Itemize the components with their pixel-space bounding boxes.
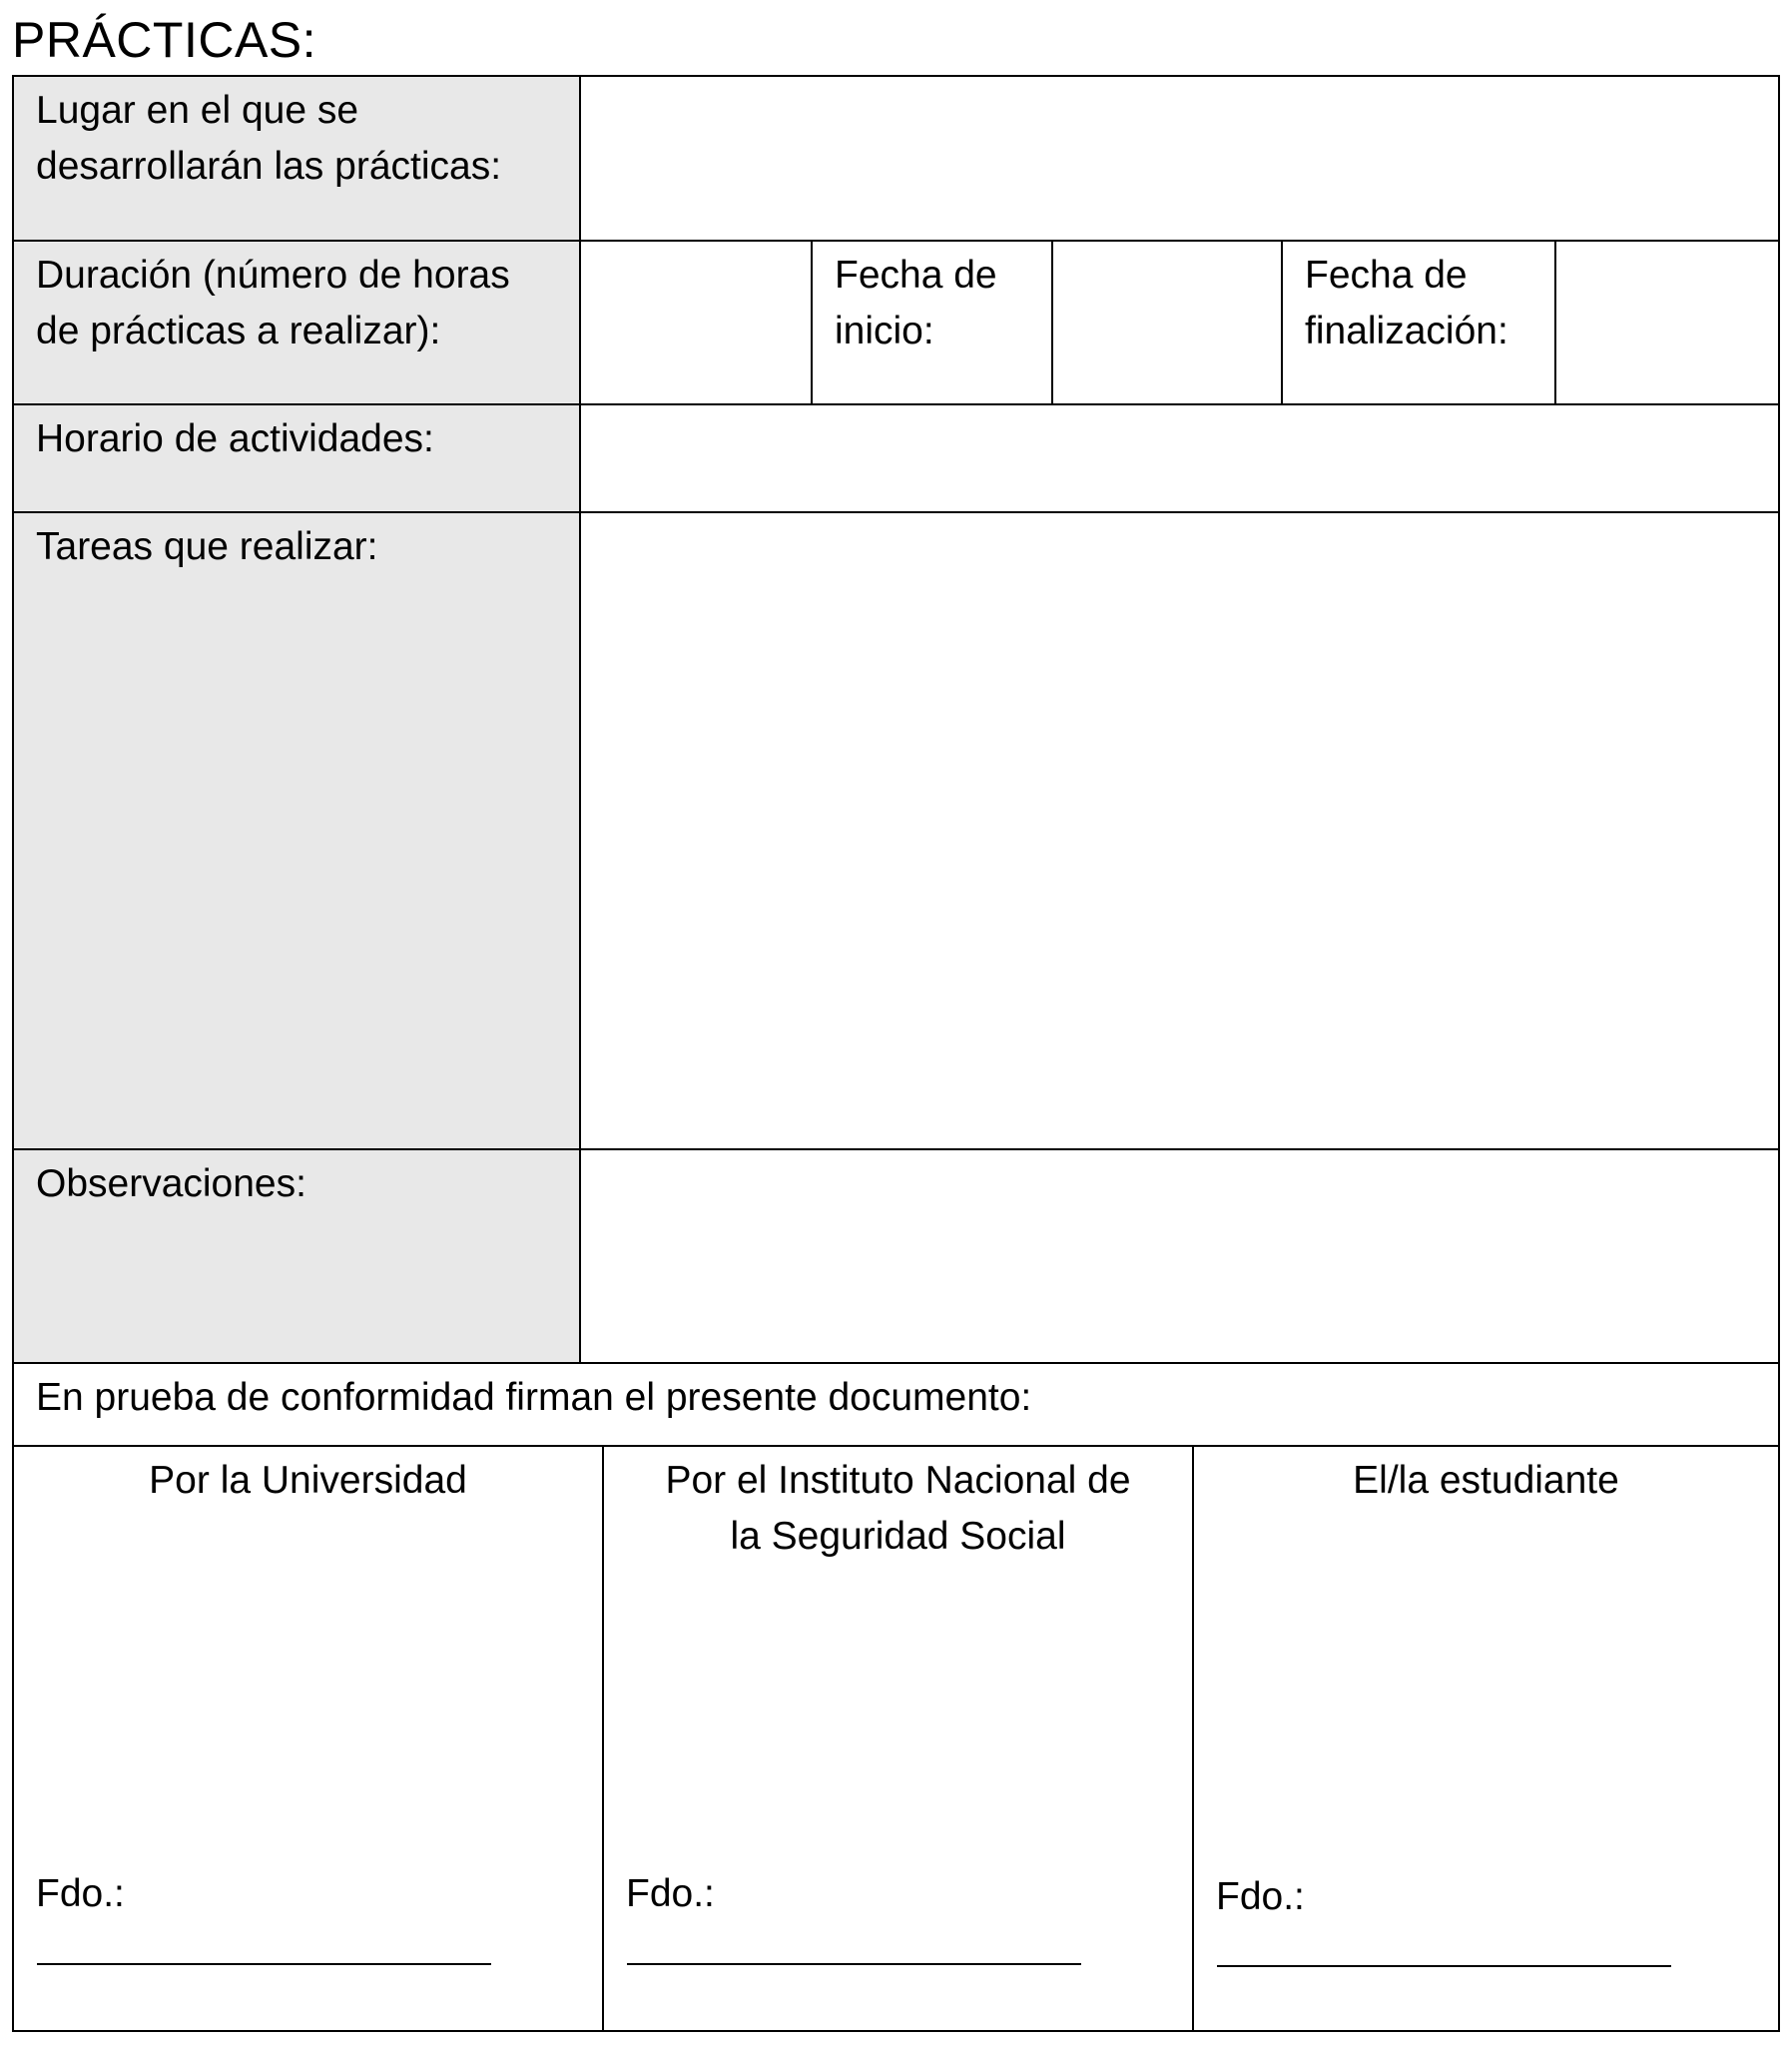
label-duracion: [14, 242, 579, 403]
field-observaciones[interactable]: [581, 1150, 1778, 1362]
signature-block-universidad: [14, 1447, 602, 2030]
divider: [14, 1362, 1778, 1364]
field-fecha-fin[interactable]: [1556, 242, 1778, 403]
divider: [14, 1148, 1778, 1150]
signature-block-inss: [604, 1447, 1192, 2030]
label-fecha-fin: [1283, 242, 1554, 403]
practicas-form: [12, 75, 1780, 2032]
field-horario[interactable]: [581, 405, 1778, 511]
divider: [14, 240, 1778, 242]
signature-line-estudiante[interactable]: [1217, 1965, 1671, 1967]
fdo-label-estudiante: Fdo.:: [1216, 1875, 1305, 1918]
label-fecha-fin-text: Fecha de finalización:: [1305, 254, 1508, 352]
field-tareas[interactable]: [581, 513, 1778, 1148]
divider: [14, 403, 1778, 405]
divider: [14, 1445, 1778, 1447]
fdo-label-universidad: Fdo.:: [36, 1872, 125, 1915]
field-lugar[interactable]: [581, 77, 1778, 240]
divider: [1051, 240, 1053, 403]
signature-party-estudiante: El/la estudiante: [1353, 1459, 1619, 1502]
label-tareas: [14, 513, 579, 1148]
label-observaciones: [14, 1150, 579, 1362]
divider: [1192, 1445, 1194, 2030]
label-fecha-inicio: [813, 242, 1051, 403]
label-observaciones-text: Observaciones:: [36, 1162, 306, 1205]
label-duracion-text: Duración (número de horas de prácticas a realizar):: [36, 254, 510, 352]
signature-party-universidad: Por la Universidad: [149, 1459, 467, 1502]
label-horario-text: Horario de actividades:: [36, 417, 434, 460]
page-title: PRÁCTICAS:: [12, 12, 317, 68]
conformidad-text: En prueba de conformidad firman el presente documento:: [36, 1376, 1032, 1419]
signature-block-estudiante: [1194, 1447, 1778, 2030]
divider: [14, 511, 1778, 513]
signature-line-inss[interactable]: [627, 1963, 1081, 1965]
label-tareas-text: Tareas que realizar:: [36, 525, 378, 568]
divider: [1554, 240, 1556, 403]
divider: [811, 240, 813, 403]
divider: [579, 77, 581, 1362]
label-fecha-inicio-text: Fecha de inicio:: [835, 254, 997, 352]
label-lugar: [14, 77, 579, 240]
label-lugar-text: Lugar en el que se desarrollarán las prácticas:: [36, 89, 502, 188]
field-duracion[interactable]: [581, 242, 811, 403]
divider: [1281, 240, 1283, 403]
label-horario: [14, 405, 579, 511]
divider: [602, 1445, 604, 2030]
conformidad-row: [14, 1364, 1778, 1445]
fdo-label-inss: Fdo.:: [626, 1872, 715, 1915]
signature-line-universidad[interactable]: [37, 1963, 491, 1965]
signature-party-inss: Por el Instituto Nacional de la Seguridad Social: [665, 1459, 1131, 1558]
field-fecha-inicio[interactable]: [1053, 242, 1281, 403]
